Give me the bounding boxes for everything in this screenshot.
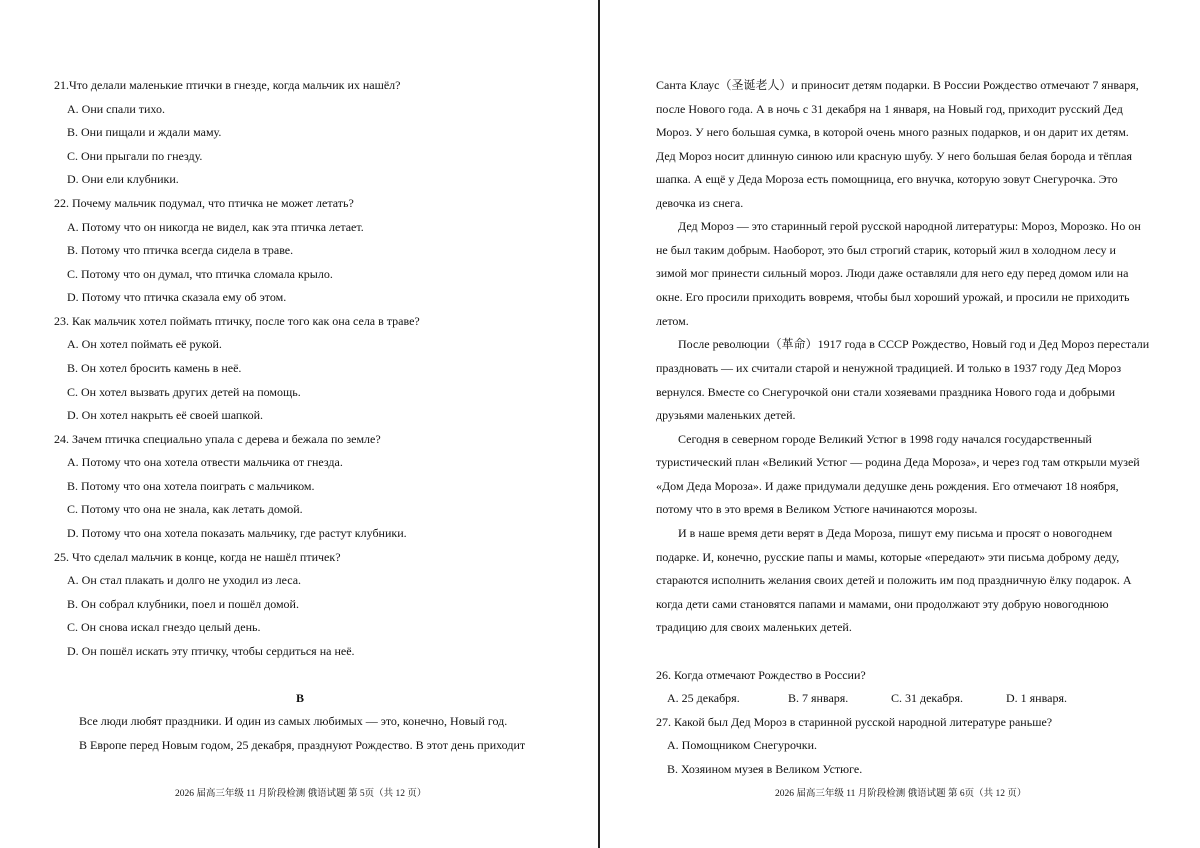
passage-line: Сегодня в северном городе Великий Устюг в 1998 году начался государственный: [678, 432, 1092, 446]
page-footer: 2026 届高三年级 11 月阶段检测 俄语试题 第 5页（共 12 页）: [175, 789, 427, 799]
option-21-d: D. Они ели клубники.: [67, 172, 179, 186]
passage-line: летом.: [656, 314, 689, 328]
passage-line: Мороз. У него большая сумка, в которой очень много разных подарков, и он дарит их детям.: [656, 125, 1129, 139]
option-22-d: D. Потому что птичка сказала ему об этом.: [67, 290, 287, 304]
passage-line: После революции（革命）1917 года в СССР Рождество, Новый год и Дед Мороз перестали: [678, 337, 1150, 351]
option-21-b: B. Они пищали и ждали маму.: [67, 125, 222, 139]
option-25-a: A. Он стал плакать и долго не уходил из леса.: [67, 573, 302, 587]
option-24-a: A. Потому что она хотела отвести мальчика от гнезда.: [67, 455, 343, 469]
option-25-c: C. Он снова искал гнездо целый день.: [67, 620, 261, 634]
option-24-d: D. Потому что она хотела показать мальчику, где растут клубники.: [67, 526, 407, 540]
passage-line: Все люди любят праздники. И один из самых любимых — это, конечно, Новый год.: [79, 714, 508, 728]
passage-line: потому что в это время в Великом Устюге начинаются морозы.: [656, 502, 978, 516]
passage-line: вернулся. Вместе со Снегурочкой они стали хозяевами праздника Нового года и добрыми: [656, 385, 1116, 399]
passage-line: друзьями маленьких детей.: [656, 408, 796, 422]
passage-line: шапка. А ещё у Деда Мороза есть помощница, его внучка, которую зовут Снегурочка. Это: [656, 172, 1118, 186]
option-23-d: D. Он хотел накрыть её своей шапкой.: [67, 408, 263, 422]
passage-line: традицию для своих маленьких детей.: [656, 620, 852, 634]
option-23-b: B. Он хотел бросить камень в неё.: [67, 361, 242, 375]
question-24: 24. Зачем птичка специально упала с дерева и бежала по земле?: [54, 432, 381, 446]
right-page: [601, 0, 1200, 848]
passage-line: окне. Его просили приходить вовремя, чтобы был хороший урожай, и просили не приходить: [656, 290, 1130, 304]
passage-line: Санта Клаус（圣诞老人）и приносит детям подарки. В России Рождество отмечают 7 января,: [656, 78, 1139, 92]
option-24-c: C. Потому что она не знала, как летать домой.: [67, 502, 303, 516]
question-26: 26. Когда отмечают Рождество в России?: [656, 668, 866, 682]
question-21: 21.Что делали маленькие птички в гнезде, когда мальчик их нашёл?: [54, 78, 401, 92]
option-22-c: C. Потому что он думал, что птичка сломала крыло.: [67, 267, 333, 281]
passage-line: Дед Мороз носит длинную синюю или красную шубу. У него большая белая борода и тёплая: [656, 149, 1132, 163]
option-21-c: C. Они прыгали по гнезду.: [67, 149, 203, 163]
option-23-c: C. Он хотел вызвать других детей на помощь.: [67, 385, 301, 399]
option-26-b: B. 7 января.: [788, 691, 849, 705]
left-page: [0, 0, 598, 848]
option-26-d: D. 1 января.: [1006, 691, 1067, 705]
passage-line: девочка из снега.: [656, 196, 744, 210]
passage-line: И в наше время дети верят в Деда Мороза, пишут ему письма и просят о новогоднем: [678, 526, 1113, 540]
passage-line: В Европе перед Новым годом, 25 декабря, празднуют Рождество. В этот день приходит: [79, 738, 526, 752]
option-25-d: D. Он пошёл искать эту птичку, чтобы сердиться на неё.: [67, 644, 355, 658]
passage-line: Дед Мороз — это старинный герой русской народной литературы: Мороз, Морозко. Но он: [678, 219, 1141, 233]
passage-line: праздновать — их считали старой и ненужной традицией. И только в 1937 году Дед Мороз: [656, 361, 1122, 375]
option-26-a: A. 25 декабря.: [667, 691, 740, 705]
passage-line: туристический план «Великий Устюг — родина Деда Мороза», и через год там открыли музей: [656, 455, 1140, 469]
option-27-a: A. Помощником Снегурочки.: [667, 738, 818, 752]
section-b-heading: B: [296, 691, 305, 705]
option-23-a: A. Он хотел поймать её рукой.: [67, 337, 222, 351]
option-22-a: A. Потому что он никогда не видел, как эта птичка летает.: [67, 220, 364, 234]
passage-line: после Нового года. А в ночь с 31 декабря на 1 января, на Новый год, приходит русский Дед: [656, 102, 1123, 116]
option-25-b: B. Он собрал клубники, поел и пошёл домой.: [67, 597, 299, 611]
option-21-a: A. Они спали тихо.: [67, 102, 165, 116]
option-26-c: C. 31 декабря.: [891, 691, 964, 705]
page-divider: [598, 0, 600, 848]
passage-line: подарке. И, конечно, русские папы и мамы, которые «передают» эти письма доброму деду,: [656, 550, 1120, 564]
passage-line: не был таким добрым. Наоборот, это был строгий старик, который жил в холодном лесу и: [656, 243, 1116, 257]
passage-line: когда дети сами становятся папами и мамами, они продолжают эту добрую новогоднюю: [656, 597, 1109, 611]
question-23: 23. Как мальчик хотел поймать птичку, после того как она села в траве?: [54, 314, 420, 328]
passage-line: стараются исполнить желания своих детей и положить им под праздничную ёлку подарок. А: [656, 573, 1132, 587]
page-footer: 2026 届高三年级 11 月阶段检测 俄语试题 第 6页（共 12 页）: [775, 789, 1027, 799]
passage-line: зимой мог принести сильный мороз. Люди даже оставляли для него еду перед домом или на: [656, 266, 1129, 280]
passage-line: «Дом Деда Мороза». И даже придумали дедушке день рождения. Его отмечают 18 ноября,: [656, 479, 1119, 493]
option-27-b: B. Хозяином музея в Великом Устюге.: [667, 762, 863, 776]
question-27: 27. Какой был Дед Мороз в старинной русской народной литературе раньше?: [656, 715, 1053, 729]
question-25: 25. Что сделал мальчик в конце, когда не нашёл птичек?: [54, 550, 341, 564]
question-22: 22. Почему мальчик подумал, что птичка не может летать?: [54, 196, 354, 210]
option-24-b: B. Потому что она хотела поиграть с мальчиком.: [67, 479, 315, 493]
option-22-b: B. Потому что птичка всегда сидела в траве.: [67, 243, 294, 257]
